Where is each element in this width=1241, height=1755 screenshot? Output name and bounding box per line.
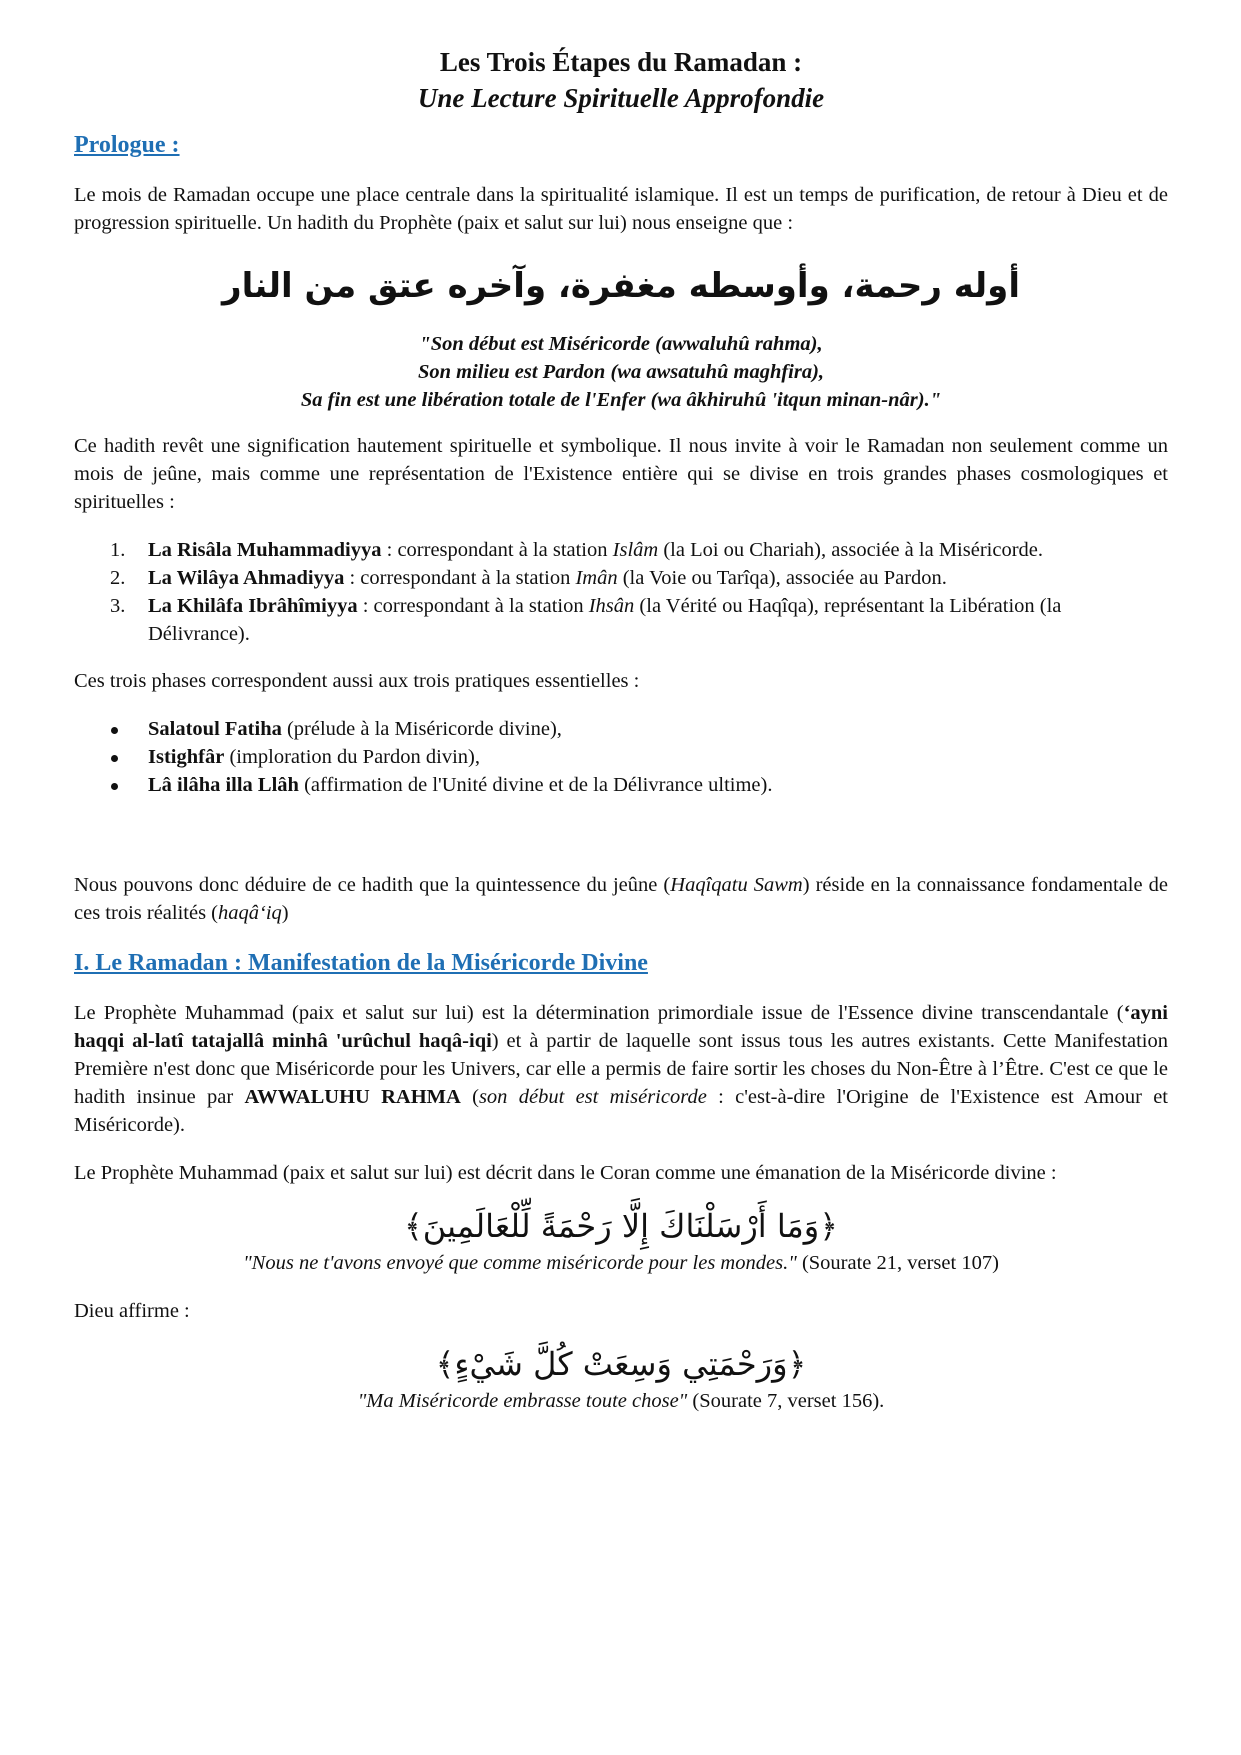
bullet-icon — [111, 755, 118, 762]
section-1-paragraph-3: Dieu affirme : — [74, 1300, 190, 1322]
paragraph-text: : c'est-à-dire l'Origine de l'Existence est Amour et Miséricorde). — [74, 1086, 1169, 1136]
document-page — [74, 44, 1168, 1415]
verse-2-reference: (Sourate 7, verset 156). — [687, 1390, 885, 1412]
phase-name: La Khilâfa Ibrâhîmiyya — [148, 595, 358, 617]
paragraph-text: ( — [460, 1086, 479, 1108]
verse-1-text: "Nous ne t'avons envoyé que comme miséricorde pour les mondes." — [243, 1252, 797, 1274]
hadith-keyword: AWWALUHU RAHMA — [244, 1086, 461, 1108]
verse-1-arabic: ﴿وَمَا أَرْسَلْنَاكَ إِلَّا رَحْمَةً لِّلْعَالَمِينَ﴾ — [404, 1207, 838, 1245]
practices-intro: Ces trois phases correspondent aussi aux trois pratiques essentielles : — [74, 670, 640, 692]
bullet-icon — [111, 727, 118, 734]
list-number: 2. — [110, 567, 126, 589]
phase-text: (la Vérité ou Haqîqa), représentant la Libération (la Délivrance). — [148, 595, 1062, 645]
conclusion-text: ) réside en la connaissance fondamentale de ces trois réalités ( — [74, 874, 1168, 924]
section-1-heading: I. Le Ramadan : Manifestation de la Miséricorde Divine — [74, 950, 648, 976]
practice-desc: (affirmation de l'Unité divine et de la Délivrance ultime). — [298, 774, 773, 796]
phase-name: La Wilâya Ahmadiyya — [148, 567, 345, 589]
document-title: Les Trois Étapes du Ramadan : — [439, 47, 803, 77]
arabic-transliteration: ‘ayni haqqi al-latî tatajallâ minhâ 'urûchul haqâ-iqi — [74, 1002, 1168, 1052]
practice-desc: (prélude à la Miséricorde divine), — [281, 718, 562, 740]
section-1-paragraph-2: Le Prophète Muhammad (paix et salut sur lui) est décrit dans le Coran comme une émanation de la Miséricorde divine : — [74, 1162, 1057, 1184]
conclusion-text: ) — [281, 902, 289, 924]
list-item — [74, 743, 1168, 771]
phase-text: : correspondant à la station — [344, 567, 576, 589]
prologue-paragraph-2: Ce hadith revêt une signification hautement spirituelle et symbolique. Il nous invite à voir le Ramadan non seulement comme un mois de jeûne, mais comme une représentation de l'Existence entière qui se divise en trois grandes phases cosmologiques et spirituelles : — [74, 435, 1168, 513]
bullet-icon — [111, 783, 118, 790]
verse-1-reference: (Sourate 21, verset 107) — [796, 1252, 999, 1274]
hadith-line-2: Son milieu est Pardon (wa awsatuhû maghfira), — [417, 361, 825, 383]
verse-2-arabic: ﴿وَرَحْمَتِي وَسِعَتْ كُلَّ شَيْءٍ﴾ — [435, 1345, 807, 1383]
practice-desc: (imploration du Pardon divin), — [224, 746, 480, 768]
phase-name: La Risâla Muhammadiyya — [148, 539, 382, 561]
hadith-line-1: "Son début est Miséricorde (awwaluhû rahma), — [419, 333, 823, 355]
document-subtitle: Une Lecture Spirituelle Approfondie — [417, 83, 825, 113]
phase-text: : correspondant à la station — [357, 595, 589, 617]
practice-name: Lâ ilâha illa Llâh — [148, 774, 299, 796]
phase-text: : correspondant à la station — [381, 539, 613, 561]
phase-station: Islâm — [612, 539, 659, 561]
list-item — [74, 715, 1168, 743]
conclusion-text: Nous pouvons donc déduire de ce hadith que la quintessence du jeûne ( — [74, 874, 671, 896]
practices-list — [74, 715, 1168, 799]
phase-station: Imân — [575, 567, 618, 589]
practice-name: Salatoul Fatiha — [148, 718, 282, 740]
conclusion-term: Haqîqatu Sawm — [670, 874, 803, 896]
prologue-conclusion — [74, 871, 1168, 927]
practice-name: Istighfâr — [148, 746, 225, 768]
prologue-heading: Prologue : — [74, 132, 180, 158]
list-number: 1. — [110, 539, 126, 561]
paragraph-text: Le Prophète Muhammad (paix et salut sur lui) est la détermination primordiale issue de l'Essence divine transcendantale ( — [74, 1002, 1124, 1024]
phases-list — [74, 536, 1168, 648]
verse-2-text: "Ma Miséricorde embrasse toute chose" — [357, 1390, 688, 1412]
phase-text: (la Loi ou Chariah), associée à la Miséricorde. — [658, 539, 1043, 561]
list-item — [74, 771, 1168, 799]
verse-1-translation — [74, 1249, 1168, 1277]
list-item — [74, 564, 1168, 592]
hadith-arabic: أوله رحمة، وأوسطه مغفرة، وآخره عتق من النار — [222, 266, 1020, 306]
list-number: 3. — [110, 595, 126, 617]
prologue-intro: Le mois de Ramadan occupe une place centrale dans la spiritualité islamique. Il est un temps de purification, de retour à Dieu et de progression spirituelle. Un hadith du Prophète (paix et salut sur lui) nous enseigne que : — [74, 184, 1168, 234]
section-1-paragraph-1 — [74, 999, 1168, 1139]
paragraph-italic: son début est miséricorde — [478, 1086, 707, 1108]
verse-2-translation — [74, 1387, 1168, 1415]
list-item — [74, 592, 1168, 648]
hadith-translation — [74, 330, 1168, 414]
phase-text: (la Voie ou Tarîqa), associée au Pardon. — [617, 567, 947, 589]
list-item — [74, 536, 1168, 564]
hadith-line-3: Sa fin est une libération totale de l'Enfer (wa âkhiruhû 'itqun minan-nâr)." — [300, 389, 942, 411]
phase-station: Ihsân — [588, 595, 635, 617]
paragraph-text: ) et à partir de laquelle sont issus tous les autres existants. Cette Manifestation Première n'est donc que Miséricorde pour les Univers, car elle a permis de faire sortir les choses du Non-Être à l’Être. C'est ce que le hadith insinue par — [74, 1030, 1169, 1108]
conclusion-term: haqâ‘iq — [218, 902, 282, 924]
